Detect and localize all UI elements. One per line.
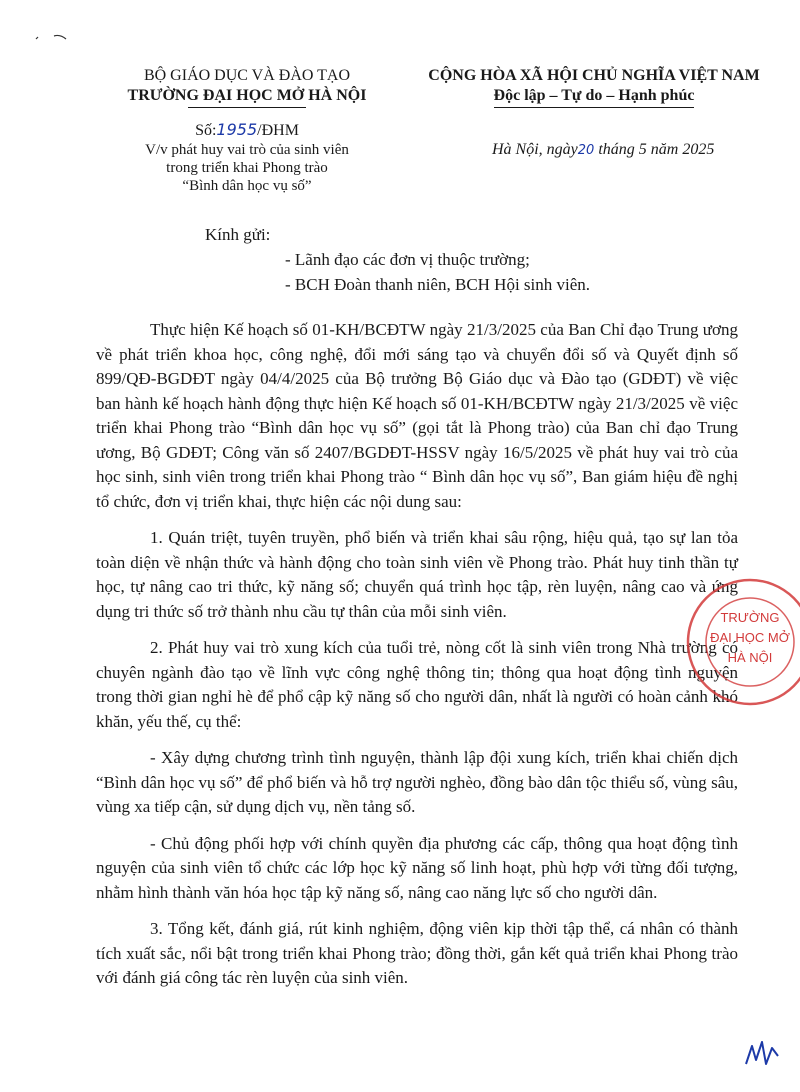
official-stamp-icon [680,572,800,712]
subject-line-1: V/v phát huy vai trò của sinh viên [145,142,349,158]
stamp-line-1: TRƯỜNG [720,610,780,625]
doc-number-handwritten: 1955 [216,120,258,139]
issuer-block [92,66,402,195]
body-paragraph: Thực hiện Kế hoạch số 01-KH/BCĐTW ngày 21/3/2025 của Ban Chỉ đạo Trung ương về phát triển khoa học, công nghệ, đổi mới sáng tạo và chuyển đổi số và Quyết định số 899/QĐ-BGDĐT ngày 04/4/2025 của Bộ trưởng Bộ Giáo dục và Đào tạo (GDĐT) về việc ban hành kế hoạch hành động thực hiện Kế hoạch số 01-KH/BCĐTW ngày 21/3/2025 về việc triển khai Phong trào “Bình dân học vụ số” (gọi tắt là Phong trào) của Ban chỉ đạo Trung ương, Bộ GDĐT; Công văn số 2407/BGDĐT-HSSV ngày 16/5/2025 về phát huy vai trò của học sinh, sinh viên trong triển khai Phong trào “ Bình dân học vụ số”, Ban giám hiệu đề nghị tổ chức, đơn vị triển khai, thực hiện các nội dung sau: [96,320,738,511]
body-paragraph: - Chủ động phối hợp với chính quyền địa phương các cấp, thông qua hoạt động tình nguyện của sinh viên tổ chức các lớp học kỹ năng số linh hoạt, phù hợp với từng đối tượng, nhằm hình thành văn hóa học tập kỹ năng số, nâng cao năng lực số cho người dân. [96,833,738,902]
date-suffix: tháng 5 năm 2025 [598,141,715,158]
ministry-name: BỘ GIÁO DỤC VÀ ĐÀO TẠO [143,67,351,84]
document-date [492,141,714,159]
doc-number-prefix: Số: [195,122,217,139]
doc-number-suffix: /ĐHM [257,122,299,139]
stamp-line-3: HÀ NỘI [727,650,773,665]
national-heading [404,66,784,108]
body-paragraph: 3. Tổng kết, đánh giá, rút kinh nghiệm, động viên kịp thời tập thể, cá nhân có thành tích xuất sắc, nổi bật trong triển khai Phong trào; đồng thời, gắn kết quả triển khai Phong trào với đánh giá công tác rèn luyện của sinh viên. [96,919,738,987]
recipients-block [205,222,590,297]
issuer-underline [188,107,306,108]
stamp-line-2: ĐẠI HỌC MỞ [710,630,790,645]
recipient-item: - Lãnh đạo các đơn vị thuộc trường; [285,250,530,269]
body-paragraph: - Xây dựng chương trình tình nguyện, thành lập đội xung kích, triển khai chiến dịch “Bình dân học vụ số” để phổ biến và hỗ trợ người nghèo, đồng bào dân tộc thiểu số, vùng sâu, vùng xa tiếp cận, sử dụng dịch vụ, nền tảng số. [96,748,738,816]
document-number [92,120,402,141]
country-name: CỘNG HÒA XÃ HỘI CHỦ NGHĨA VIỆT NAM [428,67,760,84]
subject-line-3: “Bình dân học vụ số” [182,178,312,194]
date-day-handwritten: 20 [577,143,595,158]
scan-mark-icon [34,30,74,44]
document-body [96,318,738,1003]
motto-underline [494,107,694,108]
recipients-label: Kính gửi: [205,225,271,244]
subject-line-2: trong triển khai Phong trào [166,160,328,176]
date-prefix: Hà Nội, ngày [492,141,578,158]
body-paragraph: 1. Quán triệt, tuyên truyền, phổ biến và triển khai sâu rộng, hiệu quả, tạo sự lan tỏa toàn diện về nhận thức và hành động cho toàn sinh viên về Phong trào. Phát huy tinh thần tự học, tự nâng cao tri thức, kỹ năng số; chuyển quá trình học tập, rèn luyện, nâng cao và ứng dụng tri thức số trở thành nhu cầu tự thân của mỗi sinh viên. [96,528,738,621]
university-name: TRƯỜNG ĐẠI HỌC MỞ HÀ NỘI [127,87,367,104]
initial-signature-icon [742,1034,782,1074]
recipient-item: - BCH Đoàn thanh niên, BCH Hội sinh viên. [285,275,591,294]
body-paragraph: 2. Phát huy vai trò xung kích của tuổi trẻ, nòng cốt là sinh viên trong Nhà trường có chuyên ngành đào tạo về lĩnh vực công nghệ thông tin; thông qua hoạt động tình nguyện trong thời gian nghỉ hè để phổ cập kỹ năng số cho người dân, nhất là người có hoàn cảnh khó khăn, yếu thế, cụ thể: [96,638,738,731]
national-motto: Độc lập – Tự do – Hạnh phúc [493,87,695,104]
